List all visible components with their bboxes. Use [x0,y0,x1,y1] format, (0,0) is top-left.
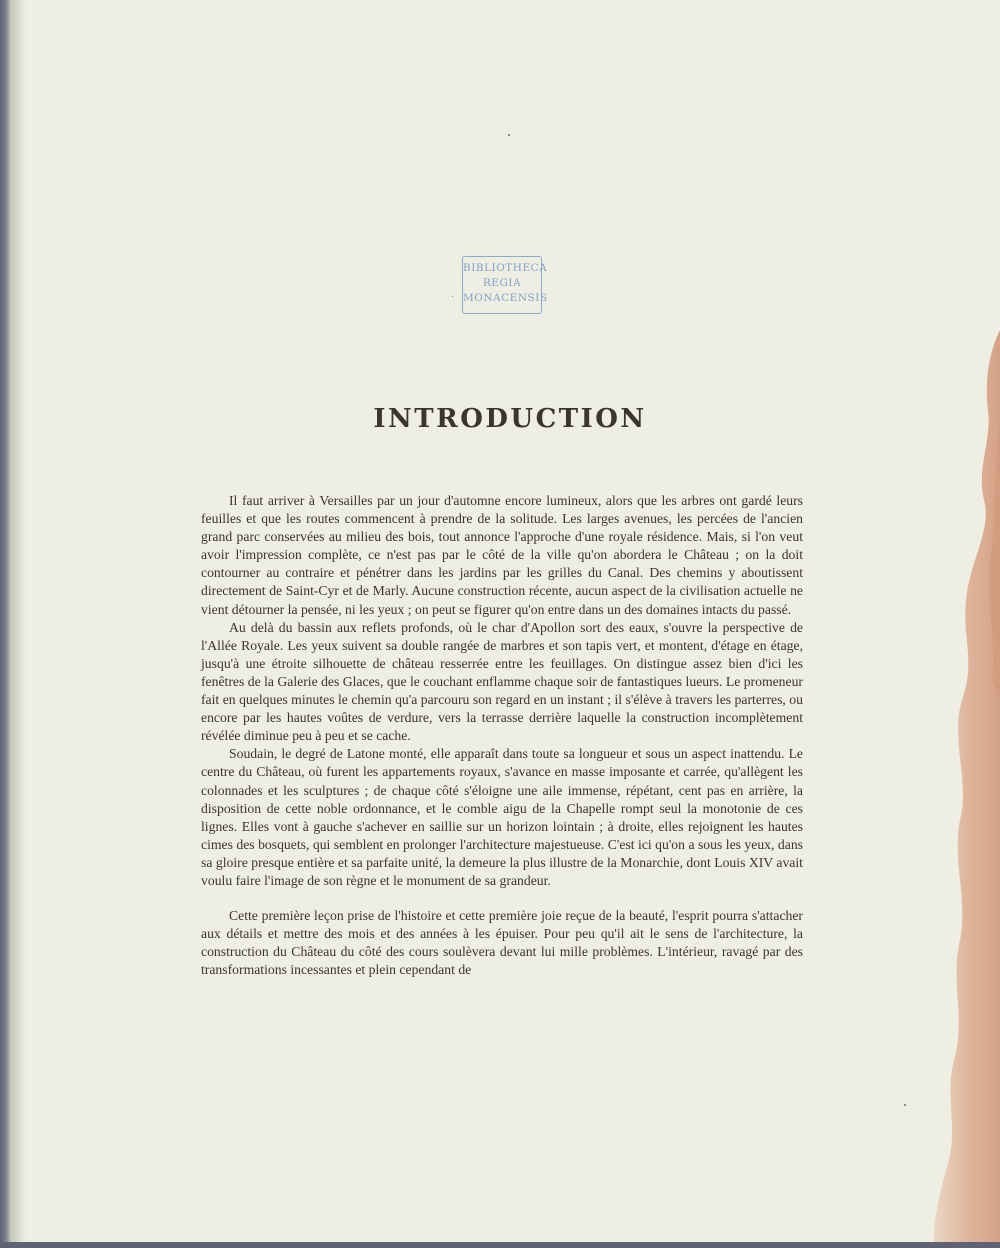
stamp-line-1: BIBLIOTHECA [463,262,548,274]
gutter-shadow [10,0,26,1248]
body-text [201,492,803,979]
paragraph: Soudain, le degré de Latone monté, elle apparaît dans toute sa longueur et sous un aspect inattendu. Le centre du Château, où furent les appartements royaux, s'avance en masse imposante et carrée, qu'allègent les colonnades et les sculptures ; de chaque côté s'éloigne une aile immense, répétant, cent pas en arrière, la disposition de cette noble ordonnance, et le comble aigu de la Chapelle rompt seul la monotonie de ces lignes. Elles vont à gauche s'achever en saillie sur un horizon lointain ; à droite, elles rejoignent les hautes cimes des bosquets, qui semblent en prolonger l'architecture majestueuse. C'est ici qu'on a sous les yeux, dans sa gloire presque entière et sa parfaite unité, la demeure la plus illustre de la Monarchie, dont Louis XIV avait voulu faire l'image de son règne et le monument de sa grandeur. [201,746,803,888]
page-title: INTRODUCTION [373,404,647,434]
stamp-line-3: MONACENSIS [463,292,548,304]
paragraph: Au delà du bassin aux reflets profonds, où le char d'Apollon sort des eaux, s'ouvre la perspective de l'Allée Royale. Les yeux suivent sa double rangée de marbres et son tapis vert, et montent, d'étage en étage, jusqu'à une étroite silhouette de château resserrée entre les feuillages. On distingue assez bien d'ici les fenêtres de la Galerie des Glaces, que le couchant enflamme chaque soir de fantastiques lueurs. Le promeneur fait en quelques minutes le chemin qu'a parcouru son regard en un instant ; il s'élève à travers les parterres, ou encore par les hautes voûtes de verdure, vers la terrasse derrière laquelle la construction incomplètement révélée diminue peu à peu et se cache. [201,619,803,744]
binding-edge [0,0,10,1248]
library-stamp [462,256,548,314]
paper-speck [904,1104,906,1106]
paper-speck [452,296,453,297]
stamp-line-2: REGIA [482,277,522,289]
bottom-edge [0,1242,1000,1248]
paragraph: Il faut arriver à Versailles par un jour d'automne encore lumineux, alors que les arbres ont gardé leurs feuilles et que les routes commencent à prendre de la solitude. Les larges avenues, les percées de l'ancien grand parc conservées au milieu des bois, tout annonce l'approche d'une royale résidence. Mais, si l'on veut avoir l'impression complète, ce n'est pas par le côté de la ville qu'on abordera le Château ; on la doit contourner au contraire et pénétrer dans les jardins par les grilles du Canal. Des chemins y aboutissent directement de Saint-Cyr et de Marly. Aucune construction récente, aucun aspect de la civilisation actuelle ne vient détourner la pensée, ni les yeux ; on peut se figurer qu'on entre dans un des domaines intacts du passé. [201,493,803,617]
paragraph: Cette première leçon prise de l'histoire et cette première joie reçue de la beauté, l'esprit pourra s'attacher aux détails et mettre des mois et des années à les épuiser. Pour peu qu'il ait le sens de l'architecture, la construction du Château du côté des cours soulèvera devant lui mille problèmes. L'intérieur, ravagé par des transformations incessantes et plein cependant de [201,908,803,978]
paper-speck [508,134,510,136]
